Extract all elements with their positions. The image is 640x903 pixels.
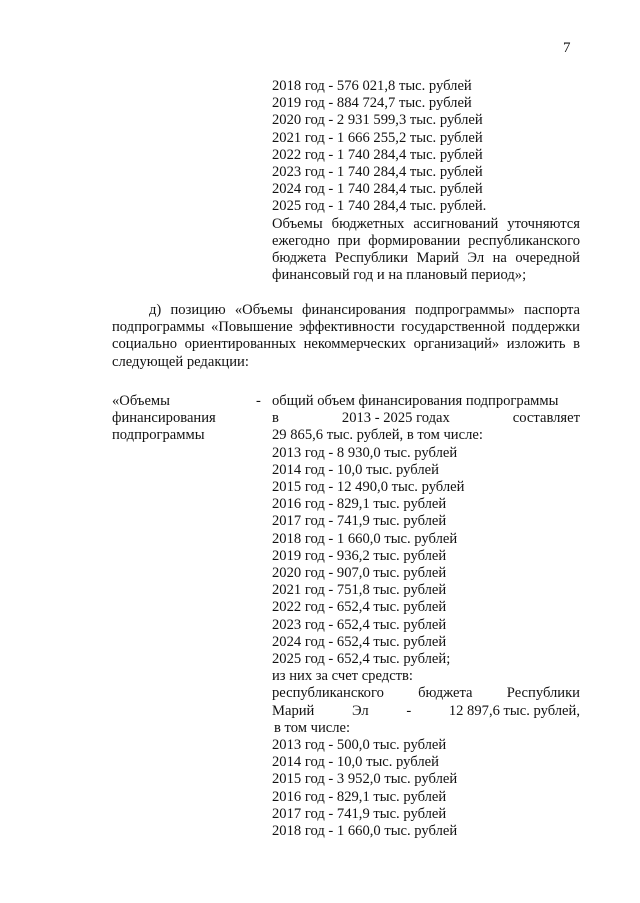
budget-note: Объемы бюджетных ассигнований уточняются ежегодно при формировании республиканского бюджета Республики Марий Эл на очередной финансовый год и на плановый период»; (272, 215, 580, 284)
year-line: 2021 год - 751,8 тыс. рублей (272, 582, 447, 599)
year-line: 2016 год - 829,1 тыс. рублей (272, 496, 447, 513)
year-line: 2020 год - 2 931 599,3 тыс. рублей (272, 112, 483, 129)
year-line: 2017 год - 741,9 тыс. рублей (272, 513, 447, 530)
year-line: 2019 год - 936,2 тыс. рублей (272, 547, 447, 564)
text-fragment: Эл (351, 702, 369, 719)
year-line: 2021 год - 1 666 255,2 тыс. рублей (272, 129, 483, 146)
separator-dash: - (256, 393, 261, 409)
year-line: 2023 год - 1 740 284,4 тыс. рублей (272, 164, 483, 181)
text-fragment: Марий (272, 702, 315, 719)
year-line: 2022 год - 652,4 тыс. рублей (272, 599, 447, 616)
year-line: 2023 год - 652,4 тыс. рублей (272, 616, 447, 633)
rb-year-line: 2013 год - 500,0 тыс. рублей (272, 737, 447, 754)
year-line: 2018 год - 1 660,0 тыс. рублей (272, 530, 458, 547)
sources-line: из них за счет средств: (272, 668, 413, 685)
text-fragment: Республики (506, 685, 580, 702)
page-number: 7 (563, 40, 571, 56)
year-line: 2025 год - 1 740 284,4 тыс. рублей. (272, 198, 487, 215)
year-line: 2018 год - 576 021,8 тыс. рублей (272, 78, 472, 94)
year-line: 2019 год - 884 724,7 тыс. рублей (272, 95, 472, 112)
label-line: подпрограммы (112, 427, 205, 444)
text-fragment: бюджета (418, 685, 473, 702)
funding-by-year-block (272, 78, 580, 284)
rb-year-line: 2015 год - 3 952,0 тыс. рублей (272, 771, 458, 788)
amendment-paragraph: д) позицию «Объемы финансирования подпрограммы» паспорта подпрограммы «Повышение эффективности государственной поддержки социально ориентированных некоммерческих организаций» изложить в следующей редакции: (112, 302, 580, 370)
text-fragment: 12 897,6 тыс. рублей, (448, 702, 580, 719)
year-line: 2022 год - 1 740 284,4 тыс. рублей (272, 146, 483, 163)
text-fragment: - (406, 702, 412, 719)
text-fragment: в (272, 410, 279, 427)
year-line: 2013 год - 8 930,0 тыс. рублей (272, 444, 458, 461)
rb-year-line: 2018 год - 1 660,0 тыс. рублей (272, 823, 458, 840)
year-line: 2024 год - 652,4 тыс. рублей (272, 633, 447, 650)
year-line: 2015 год - 12 490,0 тыс. рублей (272, 479, 465, 496)
republic-budget-row (272, 685, 580, 702)
total-intro-line: общий объем финансирования подпрограммы (272, 393, 559, 409)
text-fragment: 2013 - 2025 годах (341, 410, 450, 427)
position-content (272, 393, 580, 840)
republic-budget-amount-row (272, 703, 580, 720)
rb-year-line: 2014 год - 10,0 тыс. рублей (272, 754, 439, 771)
year-line: 2014 год - 10,0 тыс. рублей (272, 461, 439, 478)
year-line: 2020 год - 907,0 тыс. рублей (272, 565, 447, 582)
text-fragment: составляет (512, 410, 580, 427)
total-amount-line: 29 865,6 тыс. рублей, в том числе: (272, 427, 483, 444)
text-fragment: республиканского (272, 685, 384, 702)
position-label (112, 393, 262, 445)
label-line: финансирования (112, 410, 216, 427)
rb-year-line: 2017 год - 741,9 тыс. рублей (272, 805, 447, 822)
label-line: «Объемы (112, 393, 170, 409)
year-line: 2024 год - 1 740 284,4 тыс. рублей (272, 181, 483, 198)
including-line: в том числе: (274, 719, 351, 736)
year-line: 2025 год - 652,4 тыс. рублей; (272, 651, 451, 668)
total-period-row (272, 410, 580, 427)
rb-year-line: 2016 год - 829,1 тыс. рублей (272, 788, 447, 805)
